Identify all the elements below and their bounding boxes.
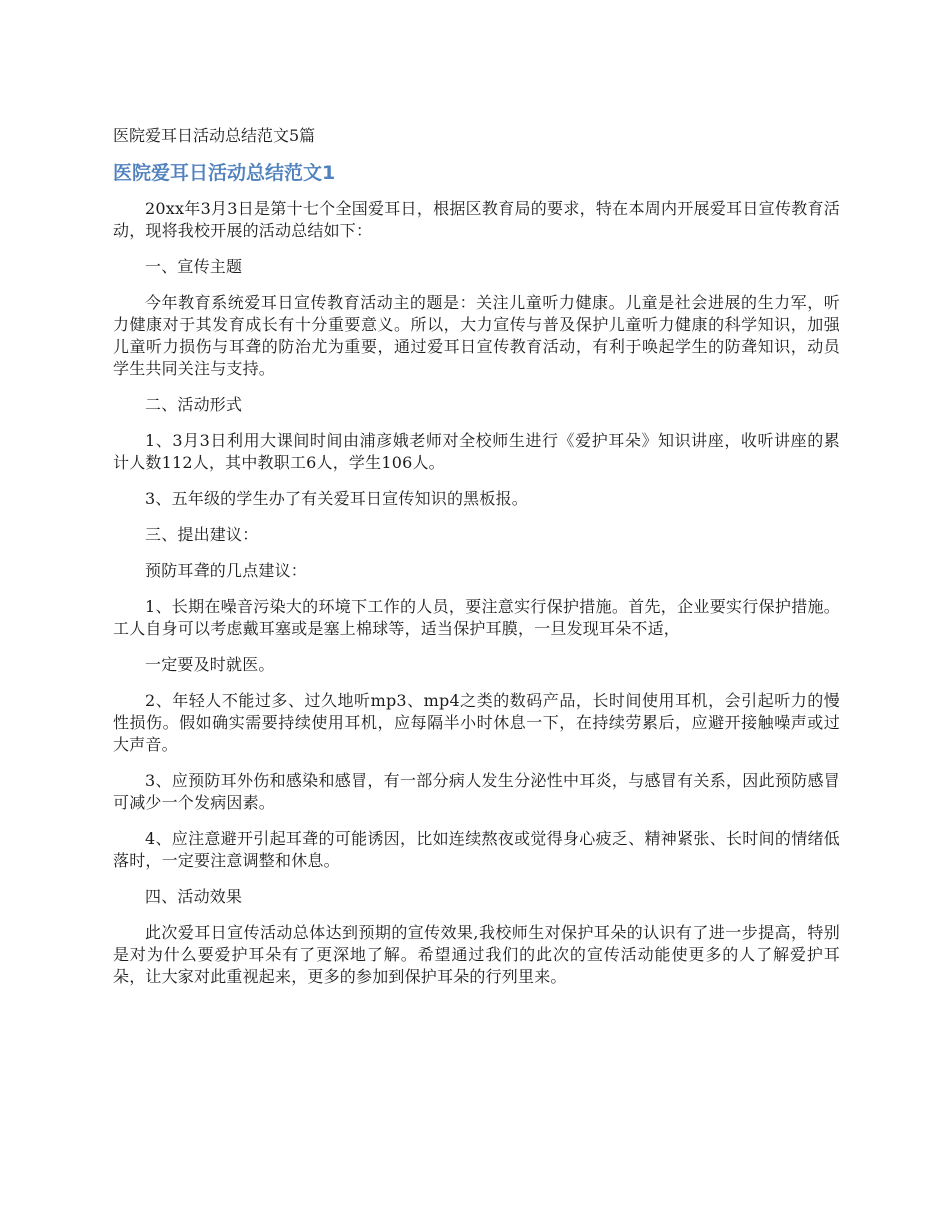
suggestion-1-continued: 一定要及时就医。 [145,655,275,674]
suggestion-4: 4、应注意避开引起耳聋的可能诱因，比如连续熬夜或觉得身心疲乏、精神紧张、长时间的情绪低落时，一定要注意调整和休息。 [113,829,840,870]
suggestion-2: 2、年轻人不能过多、过久地听mp3、mp4之类的数码产品，长时间使用耳机，会引起听力的慢性损伤。假如确实需要持续使用耳机，应每隔半小时休息一下，在持续劳累后，应避开接触噪声或过大声音。 [113,691,840,754]
format-item-1: 1、3月3日利用大课间时间由浦彦娥老师对全校师生进行《爱护耳朵》知识讲座，收听讲座的累计人数112人，其中教职工6人，学生106人。 [113,431,840,472]
subheading-theme: 一、宣传主题 [145,257,243,276]
suggestion-3: 3、应预防耳外伤和感染和感冒，有一部分病人发生分泌性中耳炎，与感冒有关系，因此预防感冒可减少一个发病因素。 [113,771,840,812]
document-title: 医院爱耳日活动总结范文5篇 [113,126,316,145]
section-heading: 医院爱耳日活动总结范文1 [113,162,336,184]
subheading-effect: 四、活动效果 [145,887,243,906]
format-item-3: 3、五年级的学生办了有关爱耳日宣传知识的黑板报。 [145,489,528,508]
document-page [113,124,840,1002]
intro-paragraph: 20xx年3月3日是第十七个全国爱耳日，根据区教育局的要求，特在本周内开展爱耳日宣传教育活动，现将我校开展的活动总结如下： [113,199,840,240]
theme-paragraph: 今年教育系统爱耳日宣传教育活动主的题是：关注儿童听力健康。儿童是社会进展的生力军，听力健康对于其发育成长有十分重要意义。所以，大力宣传与普及保护儿童听力健康的科学知识，加强儿童听力损伤与耳聋的防治尤为重要，通过爱耳日宣传教育活动，有利于唤起学生的防聋知识，动员学生共同关注与支持。 [113,293,840,378]
subheading-format: 二、活动形式 [145,395,243,414]
subheading-suggestions: 三、提出建议： [145,525,259,544]
suggestion-1: 1、长期在噪音污染大的环境下工作的人员，要注意实行保护措施。首先，企业要实行保护措施。工人自身可以考虑戴耳塞或是塞上棉球等，适当保护耳膜，一旦发现耳朵不适， [113,597,840,638]
effect-paragraph: 此次爱耳日宣传活动总体达到预期的宣传效果,我校师生对保护耳朵的认识有了进一步提高，特别是对为什么要爱护耳朵有了更深地了解。希望通过我们的此次的宣传活动能使更多的人了解爱护耳朵，让大家对此重视起来，更多的参加到保护耳朵的行列里来。 [113,923,840,986]
suggestions-intro: 预防耳聋的几点建议： [145,561,308,580]
